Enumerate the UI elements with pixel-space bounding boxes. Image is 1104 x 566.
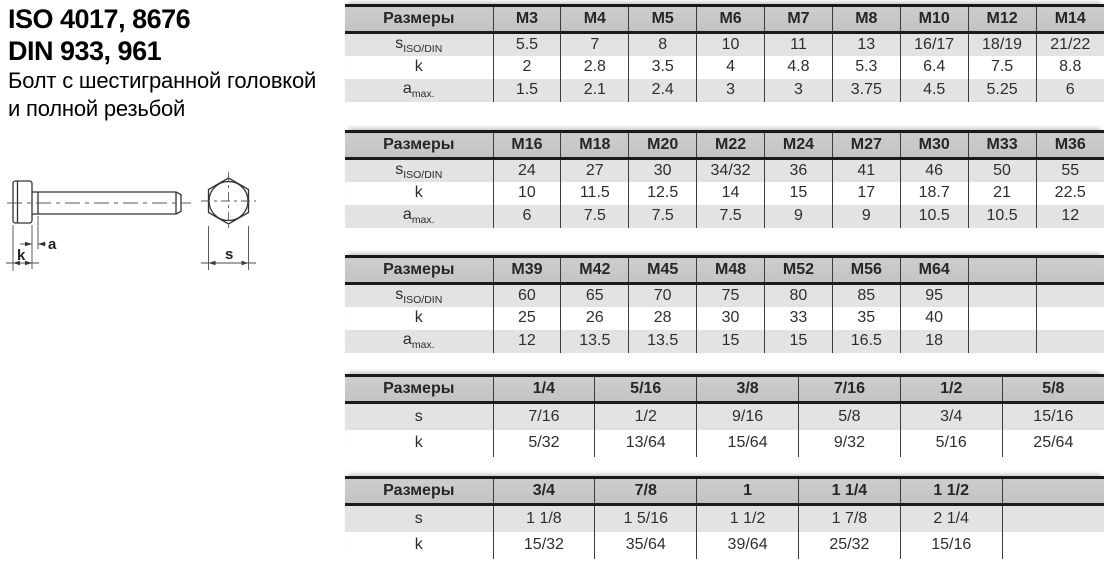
title-block xyxy=(8,3,316,123)
value-cell: 1 1/8 xyxy=(493,505,595,532)
row-label: k xyxy=(414,58,423,75)
value-cell xyxy=(1002,505,1104,532)
row-label: $s_{ISO/DIN}$ xyxy=(345,33,493,56)
dimension-row-k xyxy=(345,430,1104,457)
column-header-cell: M24 xyxy=(765,132,833,159)
value-cell: 65 xyxy=(561,284,629,307)
value-cell: 6.4 xyxy=(900,56,968,79)
dimension-row-a xyxy=(345,330,1104,353)
value-cell: 35 xyxy=(832,307,900,330)
row-label: $a_{max.}$ xyxy=(345,205,493,228)
value-cell: 21/22 xyxy=(1036,33,1104,56)
value-cell: 34/32 xyxy=(697,159,765,182)
value-cell: 21 xyxy=(968,182,1036,205)
sizes-corner-header: Размеры xyxy=(345,6,493,33)
value-cell: 30 xyxy=(629,159,697,182)
value-cell: 12 xyxy=(1036,205,1104,228)
value-cell: 6 xyxy=(493,205,561,228)
value-cell: 5/16 xyxy=(900,430,1002,457)
column-header-cell: M18 xyxy=(561,132,629,159)
value-cell: 40 xyxy=(900,307,968,330)
header-row xyxy=(345,257,1104,284)
column-header-cell: M56 xyxy=(832,257,900,284)
table-head xyxy=(345,376,1104,403)
column-header-cell: M33 xyxy=(968,132,1036,159)
value-cell: 10.5 xyxy=(968,205,1036,228)
column-header-cell: M30 xyxy=(900,132,968,159)
row-label: k xyxy=(414,184,423,201)
row-label: $a_{max.}$ xyxy=(345,330,493,353)
value-cell: 9 xyxy=(765,205,833,228)
value-cell: 1 1/2 xyxy=(697,505,799,532)
value-cell: 5/32 xyxy=(493,430,595,457)
value-cell: 3.75 xyxy=(832,79,900,102)
dimension-row-s xyxy=(345,284,1104,307)
value-cell: 39/64 xyxy=(697,532,799,559)
row-label: s xyxy=(345,505,493,532)
value-cell: 26 xyxy=(561,307,629,330)
value-cell: 70 xyxy=(629,284,697,307)
table-head xyxy=(345,132,1104,159)
value-cell: 3/4 xyxy=(900,403,1002,430)
value-cell: 5/8 xyxy=(798,403,900,430)
header-row xyxy=(345,6,1104,33)
column-header-cell xyxy=(1002,478,1104,505)
value-cell: 15/64 xyxy=(697,430,799,457)
column-header-cell: M5 xyxy=(629,6,697,33)
value-cell: 10 xyxy=(493,182,561,205)
dimension-row-s xyxy=(345,403,1104,430)
table-body xyxy=(345,159,1104,228)
column-header-cell: 1 xyxy=(697,478,799,505)
dimension-row-k xyxy=(345,56,1104,79)
value-cell: 7.5 xyxy=(561,205,629,228)
value-cell: 27 xyxy=(561,159,629,182)
value-cell: 36 xyxy=(765,159,833,182)
row-label: $s_{ISO/DIN}$ xyxy=(345,284,493,307)
value-cell: 2.1 xyxy=(561,79,629,102)
value-cell xyxy=(968,330,1036,353)
value-cell: 18 xyxy=(900,330,968,353)
value-cell: 15/32 xyxy=(493,532,595,559)
value-cell: 12.5 xyxy=(629,182,697,205)
column-header-cell: M16 xyxy=(493,132,561,159)
column-header-cell: 3/4 xyxy=(493,478,595,505)
value-cell: 46 xyxy=(900,159,968,182)
table-head xyxy=(345,6,1104,33)
row-label: k xyxy=(414,536,423,553)
table-body xyxy=(345,403,1104,457)
value-cell: 11 xyxy=(765,33,833,56)
column-header-cell: M14 xyxy=(1036,6,1104,33)
value-cell: 7/16 xyxy=(493,403,595,430)
dimension-row-k xyxy=(345,182,1104,205)
value-cell: 6 xyxy=(1036,79,1104,102)
value-cell: 7.5 xyxy=(968,56,1036,79)
description-line-2: и полной резьбой xyxy=(8,96,186,121)
table-body xyxy=(345,33,1104,102)
column-header-cell: M52 xyxy=(765,257,833,284)
bolt-technical-drawing xyxy=(0,163,280,283)
value-cell: 7.5 xyxy=(629,205,697,228)
value-cell: 41 xyxy=(832,159,900,182)
value-cell: 55 xyxy=(1036,159,1104,182)
metric-table-m16-m36 xyxy=(345,130,1104,228)
column-header-cell: M45 xyxy=(629,257,697,284)
column-header-cell: M8 xyxy=(832,6,900,33)
header-row xyxy=(345,478,1104,505)
value-cell: 8 xyxy=(629,33,697,56)
row-label: $s_{ISO/DIN}$ xyxy=(345,159,493,182)
value-cell: 4.5 xyxy=(900,79,968,102)
value-cell: 13 xyxy=(832,33,900,56)
metric-table-m3-m14 xyxy=(345,4,1104,102)
value-cell xyxy=(1036,284,1104,307)
value-cell: 4.8 xyxy=(765,56,833,79)
bolt-head-outline xyxy=(13,181,32,223)
column-header-cell: 1 1/4 xyxy=(798,478,900,505)
sizes-corner-header: Размеры xyxy=(345,257,493,284)
value-cell xyxy=(1036,307,1104,330)
column-header-cell: M12 xyxy=(968,6,1036,33)
inch-table-34-to-1half xyxy=(345,476,1104,559)
value-cell: 33 xyxy=(765,307,833,330)
value-cell: 13.5 xyxy=(629,330,697,353)
value-cell: 2.8 xyxy=(561,56,629,79)
value-cell: 25/64 xyxy=(1002,430,1104,457)
row-label: k xyxy=(414,309,423,326)
dimension-row-s xyxy=(345,33,1104,56)
column-header-cell: 1/4 xyxy=(493,376,595,403)
value-cell: 14 xyxy=(697,182,765,205)
value-cell: 30 xyxy=(697,307,765,330)
value-cell: 15/16 xyxy=(900,532,1002,559)
description-line-1: Болт с шестигранной головкой xyxy=(8,68,317,93)
dimension-row-s xyxy=(345,159,1104,182)
column-header-cell: M10 xyxy=(900,6,968,33)
column-header-cell: M27 xyxy=(832,132,900,159)
sizes-corner-header: Размеры xyxy=(345,376,493,403)
column-header-cell: M48 xyxy=(697,257,765,284)
dimension-tables xyxy=(345,0,1104,566)
dimension-row-k xyxy=(345,307,1104,330)
value-cell: 18.7 xyxy=(900,182,968,205)
column-header-cell: M6 xyxy=(697,6,765,33)
value-cell: 9/16 xyxy=(697,403,799,430)
metric-table-m39-m64 xyxy=(345,255,1104,353)
column-header-cell: M39 xyxy=(493,257,561,284)
value-cell xyxy=(1036,330,1104,353)
value-cell: 13/64 xyxy=(595,430,697,457)
value-cell: 17 xyxy=(832,182,900,205)
column-header-cell: 3/8 xyxy=(697,376,799,403)
column-header-cell: M64 xyxy=(900,257,968,284)
value-cell: 4 xyxy=(697,56,765,79)
column-header-cell: 7/8 xyxy=(595,478,697,505)
value-cell: 28 xyxy=(629,307,697,330)
value-cell: 15 xyxy=(765,330,833,353)
column-header-cell: 1/2 xyxy=(900,376,1002,403)
column-header-cell xyxy=(968,257,1036,284)
value-cell: 8.8 xyxy=(1036,56,1104,79)
value-cell: 16/17 xyxy=(900,33,968,56)
value-cell: 2.4 xyxy=(629,79,697,102)
value-cell: 1.5 xyxy=(493,79,561,102)
table-head xyxy=(345,478,1104,505)
dimension-label-s: s xyxy=(225,246,234,263)
din-standard-title: DIN 933, 961 xyxy=(8,36,162,66)
value-cell: 50 xyxy=(968,159,1036,182)
value-cell: 1 7/8 xyxy=(798,505,900,532)
column-header-cell: M22 xyxy=(697,132,765,159)
column-header-cell: 1 1/2 xyxy=(900,478,1002,505)
sizes-corner-header: Размеры xyxy=(345,132,493,159)
value-cell: 95 xyxy=(900,284,968,307)
value-cell: 60 xyxy=(493,284,561,307)
value-cell: 25/32 xyxy=(798,532,900,559)
column-header-cell: 7/16 xyxy=(798,376,900,403)
value-cell: 80 xyxy=(765,284,833,307)
dimension-label-k: k xyxy=(17,247,26,264)
value-cell: 13.5 xyxy=(561,330,629,353)
value-cell: 9/32 xyxy=(798,430,900,457)
value-cell: 5.3 xyxy=(832,56,900,79)
value-cell: 24 xyxy=(493,159,561,182)
value-cell: 7 xyxy=(561,33,629,56)
sizes-corner-header: Размеры xyxy=(345,478,493,505)
column-header-cell: 5/16 xyxy=(595,376,697,403)
header-row xyxy=(345,132,1104,159)
value-cell: 18/19 xyxy=(968,33,1036,56)
value-cell: 16.5 xyxy=(832,330,900,353)
value-cell: 3 xyxy=(765,79,833,102)
inch-table-14-to-58 xyxy=(345,374,1104,457)
column-header-cell: M42 xyxy=(561,257,629,284)
value-cell: 2 1/4 xyxy=(900,505,1002,532)
value-cell: 3.5 xyxy=(629,56,697,79)
value-cell: 75 xyxy=(697,284,765,307)
column-header-cell: M20 xyxy=(629,132,697,159)
table-body xyxy=(345,505,1104,559)
column-header-cell: M4 xyxy=(561,6,629,33)
column-header-cell: M7 xyxy=(765,6,833,33)
value-cell: 2 xyxy=(493,56,561,79)
value-cell: 9 xyxy=(832,205,900,228)
value-cell: 85 xyxy=(832,284,900,307)
value-cell xyxy=(968,307,1036,330)
value-cell: 10 xyxy=(697,33,765,56)
value-cell: 11.5 xyxy=(561,182,629,205)
row-label: s xyxy=(345,403,493,430)
value-cell: 5.25 xyxy=(968,79,1036,102)
value-cell: 1 5/16 xyxy=(595,505,697,532)
dimension-label-a: a xyxy=(48,236,57,253)
header-row xyxy=(345,376,1104,403)
dimension-row-k xyxy=(345,532,1104,559)
iso-standard-title: ISO 4017, 8676 xyxy=(8,4,191,34)
hex-centerlines xyxy=(201,172,256,230)
value-cell: 15/16 xyxy=(1002,403,1104,430)
value-cell: 22.5 xyxy=(1036,182,1104,205)
value-cell: 12 xyxy=(493,330,561,353)
value-cell: 5.5 xyxy=(493,33,561,56)
row-label: k xyxy=(414,434,423,451)
value-cell: 25 xyxy=(493,307,561,330)
value-cell xyxy=(968,284,1036,307)
column-header-cell: 5/8 xyxy=(1002,376,1104,403)
value-cell: 35/64 xyxy=(595,532,697,559)
value-cell: 3 xyxy=(697,79,765,102)
table-body xyxy=(345,284,1104,353)
value-cell: 15 xyxy=(697,330,765,353)
column-header-cell: M3 xyxy=(493,6,561,33)
value-cell: 1/2 xyxy=(595,403,697,430)
value-cell: 10.5 xyxy=(900,205,968,228)
value-cell xyxy=(1002,532,1104,559)
value-cell: 7.5 xyxy=(697,205,765,228)
column-header-cell: M36 xyxy=(1036,132,1104,159)
dimension-row-a xyxy=(345,205,1104,228)
table-head xyxy=(345,257,1104,284)
column-header-cell xyxy=(1036,257,1104,284)
dimension-row-s xyxy=(345,505,1104,532)
value-cell: 15 xyxy=(765,182,833,205)
dimension-row-a xyxy=(345,79,1104,102)
row-label: $a_{max.}$ xyxy=(345,79,493,102)
